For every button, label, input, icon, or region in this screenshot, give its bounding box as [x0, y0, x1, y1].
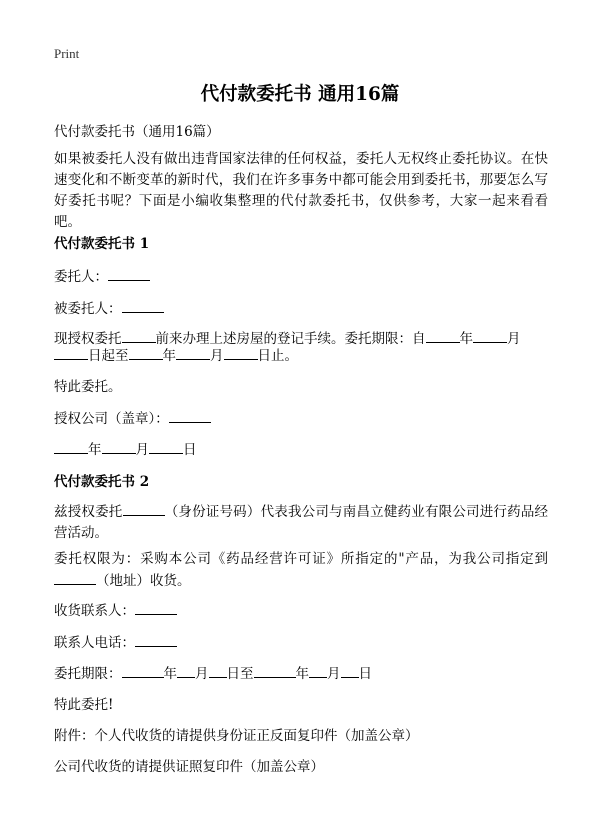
section-2-scope: [54, 549, 548, 592]
period-label: 委托期限：: [54, 666, 122, 682]
section-1-special: 特此委托。: [54, 379, 122, 395]
blank: [129, 345, 163, 360]
year-text: 年: [88, 442, 102, 458]
company-label: 授权公司（盖章）：: [54, 411, 169, 427]
blank: [224, 345, 258, 360]
blank: [209, 663, 227, 678]
phone-label: 联系人电话：: [54, 635, 135, 651]
agent-field: [54, 298, 554, 319]
month-text: 月: [135, 442, 149, 458]
period-field: [54, 663, 554, 684]
agent-blank: [122, 298, 164, 313]
section-2-heading: 代付款委托书 2: [54, 474, 150, 490]
year-text: 年: [295, 666, 309, 682]
blank: [254, 663, 296, 678]
document-title: 代付款委托书 通用16篇: [200, 84, 400, 105]
phone-field: [54, 632, 554, 653]
auth-text: 前来办理上述房屋的登记手续。委托期限：自: [155, 331, 426, 347]
day-text: 日止。: [257, 348, 298, 364]
attachment-line-2: 公司代收货的请提供证照复印件（加盖公章）: [54, 759, 324, 775]
principal-field: [54, 266, 554, 287]
year-text: 年: [163, 666, 177, 682]
day-text: 日至: [226, 666, 254, 682]
scope-text: 委托权限为：采购本公司《药品经营许可证》所指定的"产品，为我公司指定到: [54, 551, 548, 567]
year-text: 年: [459, 331, 473, 347]
blank: [149, 439, 183, 454]
auth-text: 现授权委托: [54, 331, 122, 347]
intro-paragraph: 如果被委托人没有做出违背国家法律的任何权益，委托人无权终止委托协议。在快速变化和不断变革的新时代，我们在许多事务中都可能会用到委托书，那要怎么写好委托书呢？下面是小编收集整理的代付款委托书，仅供参考，大家一起来看看吧。: [54, 151, 548, 230]
blank: [54, 345, 88, 360]
contact-blank: [135, 600, 177, 615]
principal-blank: [108, 266, 150, 281]
section-1-heading: 代付款委托书 1: [54, 236, 150, 252]
print-link[interactable]: Print: [54, 46, 80, 61]
blank: [54, 439, 88, 454]
month-text: 月: [210, 348, 224, 364]
document-subtitle: 代付款委托书（通用16篇）: [54, 124, 220, 140]
month-text: 月: [195, 666, 209, 682]
blank: [177, 663, 195, 678]
blank: [102, 439, 136, 454]
auth-text: 兹授权委托: [54, 504, 123, 520]
auth-text: （身份证号码）代表我公司与南昌立健药业有限公司进行药品经营活动。: [54, 504, 549, 541]
blank: [176, 345, 210, 360]
agent-label: 被委托人：: [54, 301, 122, 317]
scope-text: （地址）收货。: [96, 573, 191, 589]
company-blank: [169, 408, 211, 423]
contact-field: [54, 600, 554, 621]
blank: [309, 663, 327, 678]
company-seal-field: [54, 408, 554, 429]
month-text: 月: [327, 666, 341, 682]
blank: [426, 328, 460, 343]
year-text: 年: [162, 348, 176, 364]
address-blank: [54, 570, 96, 585]
section-2-authorization: [54, 501, 548, 544]
blank: [122, 328, 156, 343]
day-text: 日起至: [88, 348, 129, 364]
section-1-date: [54, 439, 554, 460]
section-2-special: 特此委托!: [54, 697, 114, 713]
day-text: 日: [183, 442, 197, 458]
principal-label: 委托人：: [54, 269, 108, 285]
blank: [473, 328, 507, 343]
phone-blank: [135, 632, 177, 647]
month-text: 月: [507, 331, 521, 347]
authorization-line-2: [54, 345, 554, 366]
id-blank: [123, 501, 165, 516]
blank: [122, 663, 164, 678]
blank: [341, 663, 359, 678]
attachment-line-1: 附件：个人代收货的请提供身份证正反面复印件（加盖公章）: [54, 728, 419, 744]
day-text: 日: [358, 666, 372, 682]
contact-label: 收货联系人：: [54, 603, 135, 619]
